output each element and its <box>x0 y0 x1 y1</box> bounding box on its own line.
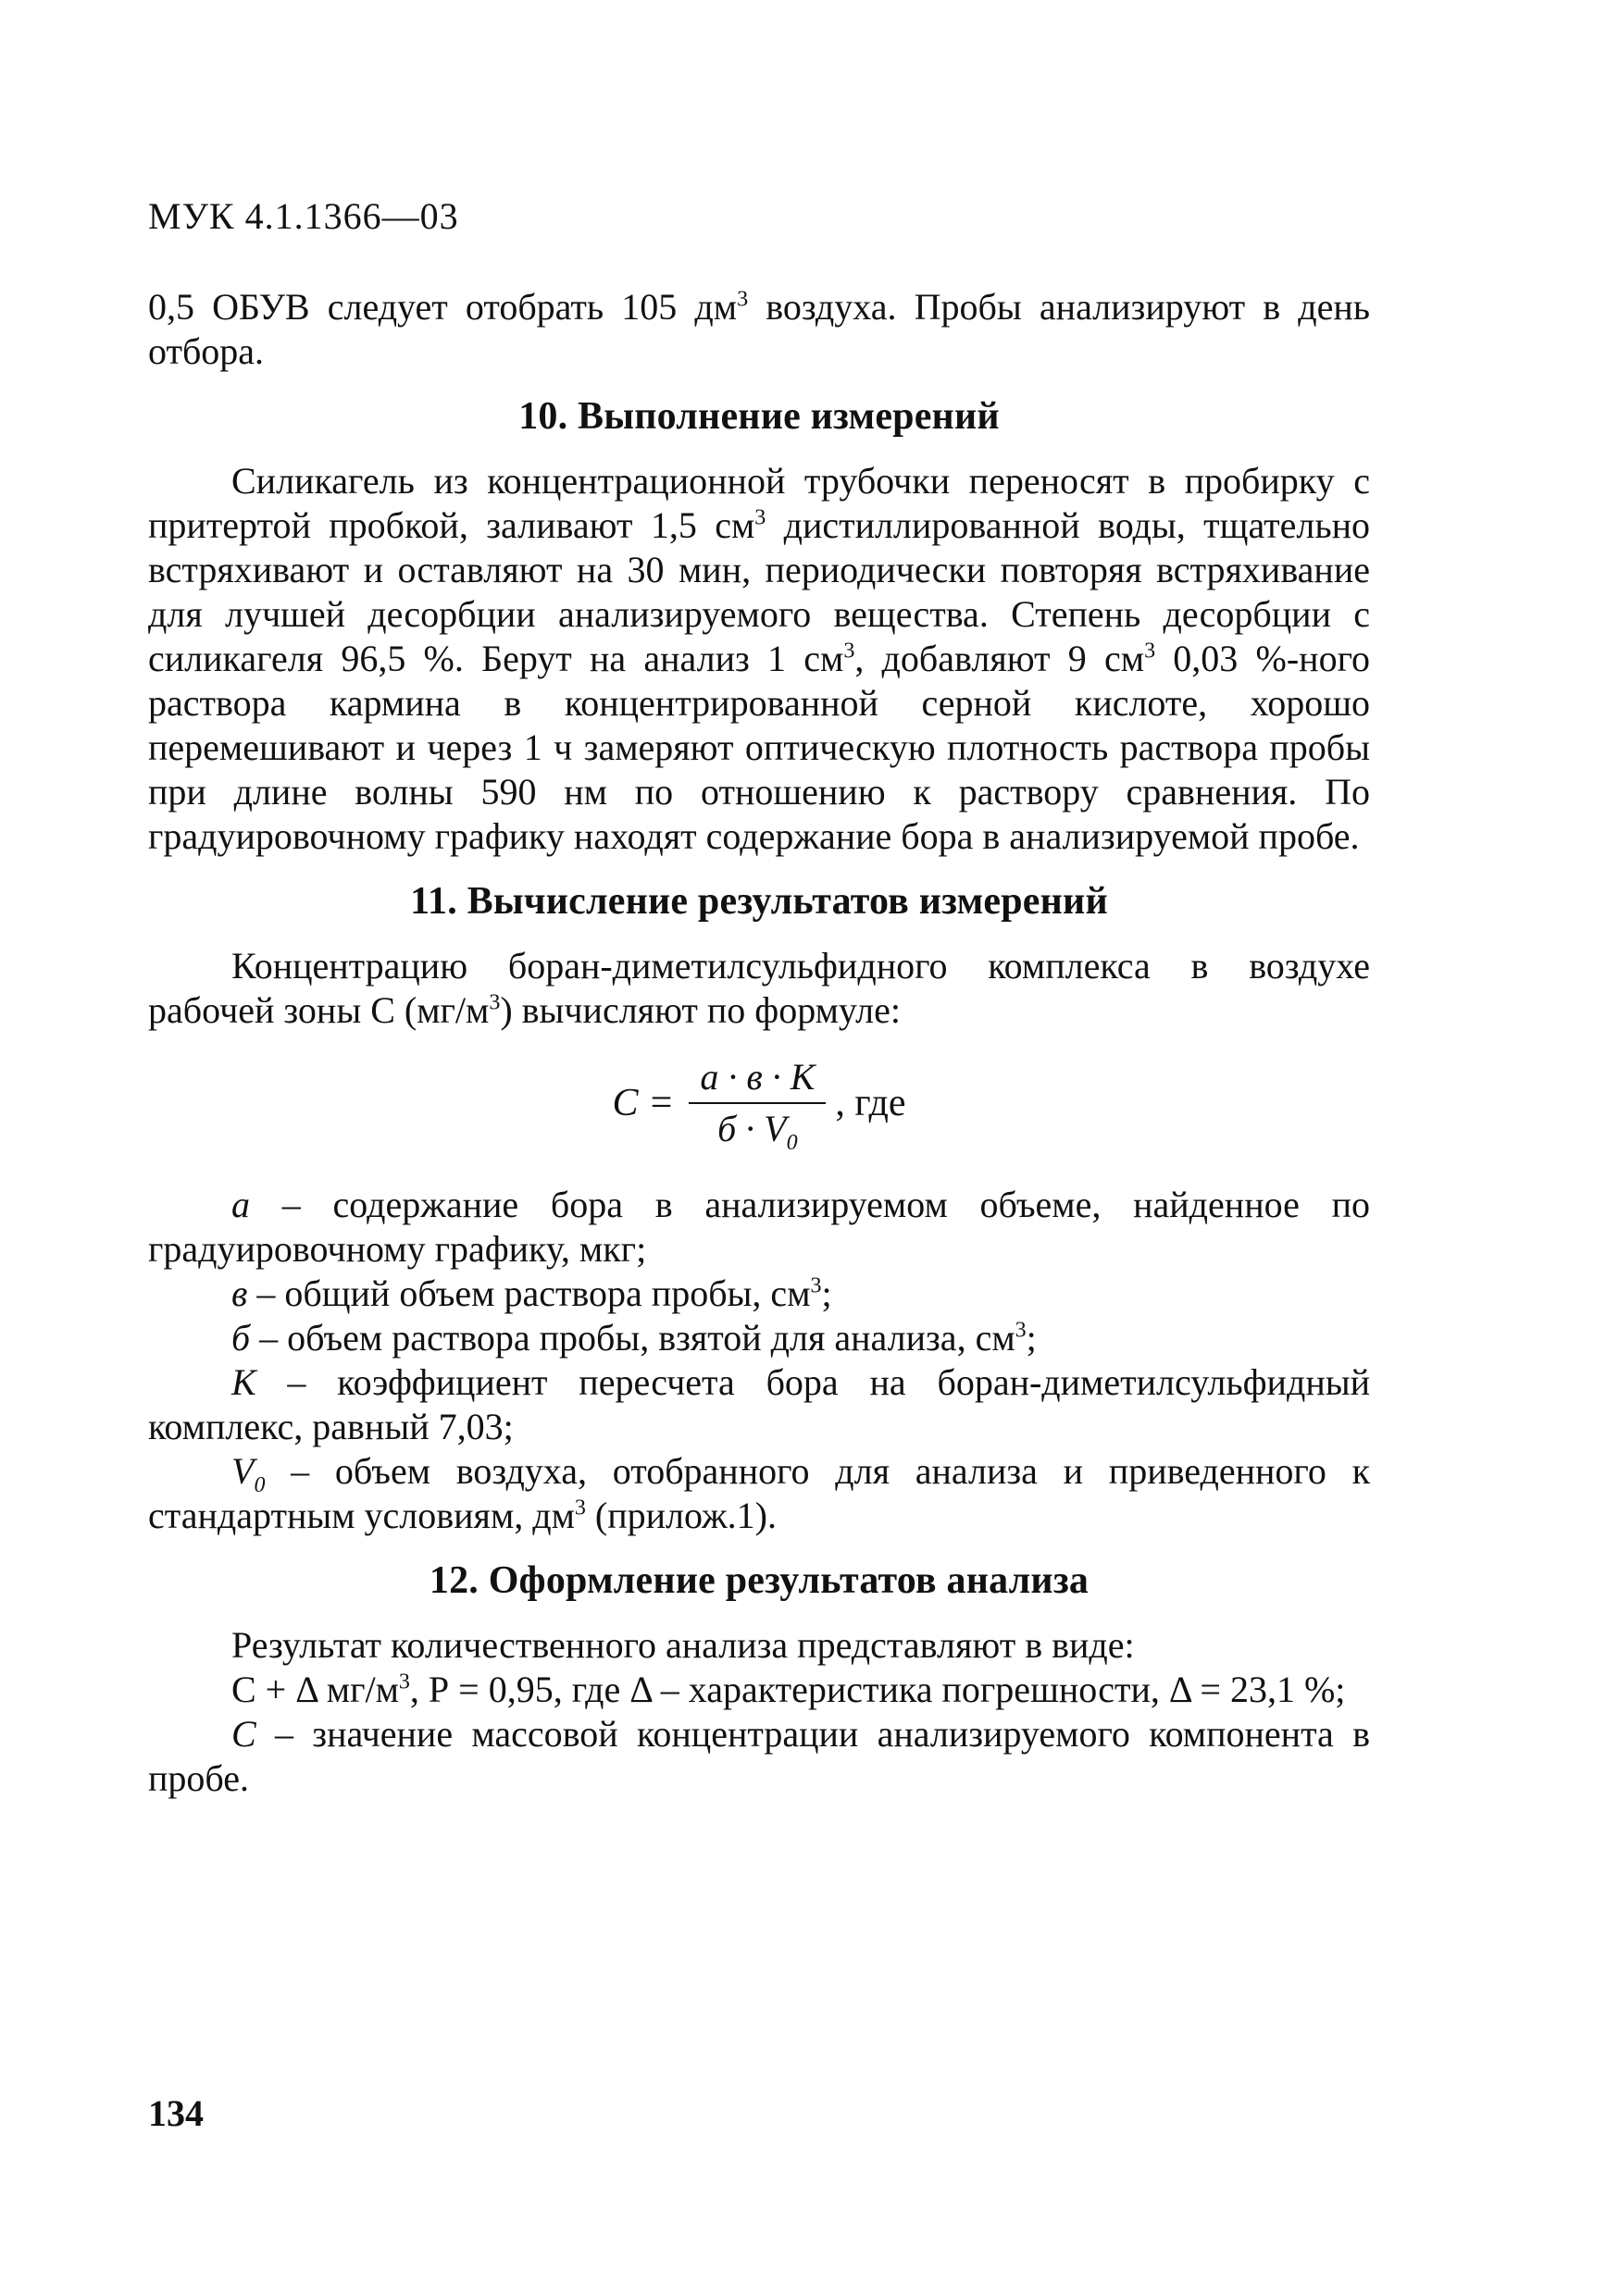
document-page <box>148 194 1370 1801</box>
formula-numerator: а · в · К <box>700 1056 816 1098</box>
section-10-title: 10. Выполнение измерений <box>518 395 1000 438</box>
formula-fraction <box>689 1056 826 1155</box>
result-line-1: Результат количественного анализа представляют в виде: <box>231 1624 1135 1666</box>
definition-v0: $V_0$ – объем воздуха, отобранного для анализа и приведенного к стандартным условиям, $дм^3$ (прилож.1). <box>148 1450 1370 1536</box>
document-code: МУК 4.1.1366—03 <box>148 195 459 237</box>
definition-a: а – содержание бора в анализируемом объеме, найденное по градуировочному графику, мкг; <box>148 1184 1370 1270</box>
intro-paragraph: 0,5 ОБУВ следует отобрать 105 $дм^3$ воздуха. Пробы анализируют в день отбора. <box>148 286 1370 372</box>
section-12-body <box>148 1623 1370 1801</box>
formula-denominator: $б \cdot V_0$ <box>717 1108 798 1155</box>
formula-lhs: С = <box>612 1082 675 1124</box>
formula-suffix: , где <box>835 1082 906 1124</box>
page-number: 134 <box>148 2092 204 2134</box>
definition-v: в – общий объем раствора пробы, $см^3$; <box>231 1272 832 1314</box>
section-11-title: 11. Вычисление результатов измерений <box>410 880 1108 923</box>
result-line-2: С + Δ $мг/м^3$, Р = 0,95, где Δ – характеристика погрешности, Δ = 23,1 %; <box>231 1669 1346 1710</box>
section-10-paragraph: Силикагель из концентрационной трубочки переносят в пробирку с притертой пробкой, заливают 1,5 $см^3$ дистиллированной воды, тщательно встряхивают и оставляют на 30 мин, периодически повторяя встряхивание для лучшей десорбции анализируемого вещества. Степень десорбции с силикагеля 96,5 %. Берут на анализ 1 $см^3$, добавляют 9 $см^3$ 0,03 %-ного раствора кармина в концентрированной серной кислоте, хорошо перемешивают и через 1 ч замеряют оптическую плотность раствора пробы при длине волны 590 нм по отношению к раствору сравнения. По градуировочному графику находят содержание бора в анализируемой пробе. <box>148 460 1371 857</box>
result-line-3: С – значение массовой концентрации анализируемого компонента в пробе. <box>148 1713 1370 1799</box>
fraction-bar <box>689 1102 826 1104</box>
definition-k: К – коэффициент пересчета бора на боран-диметилсульфидный комплекс, равный 7,03; <box>148 1361 1370 1447</box>
section-11-paragraph: Концентрацию боран-диметилсульфидного комплекса в воздухе рабочей зоны С $(мг/м^3)$ вычисляют по формуле: <box>148 945 1370 1031</box>
section-12-title: 12. Оформление результатов анализа <box>429 1559 1090 1602</box>
formula-definitions <box>148 1183 1370 1538</box>
concentration-formula <box>148 1048 1370 1159</box>
definition-b: б – объем раствора пробы, взятой для анализа, $см^3$; <box>231 1317 1037 1359</box>
